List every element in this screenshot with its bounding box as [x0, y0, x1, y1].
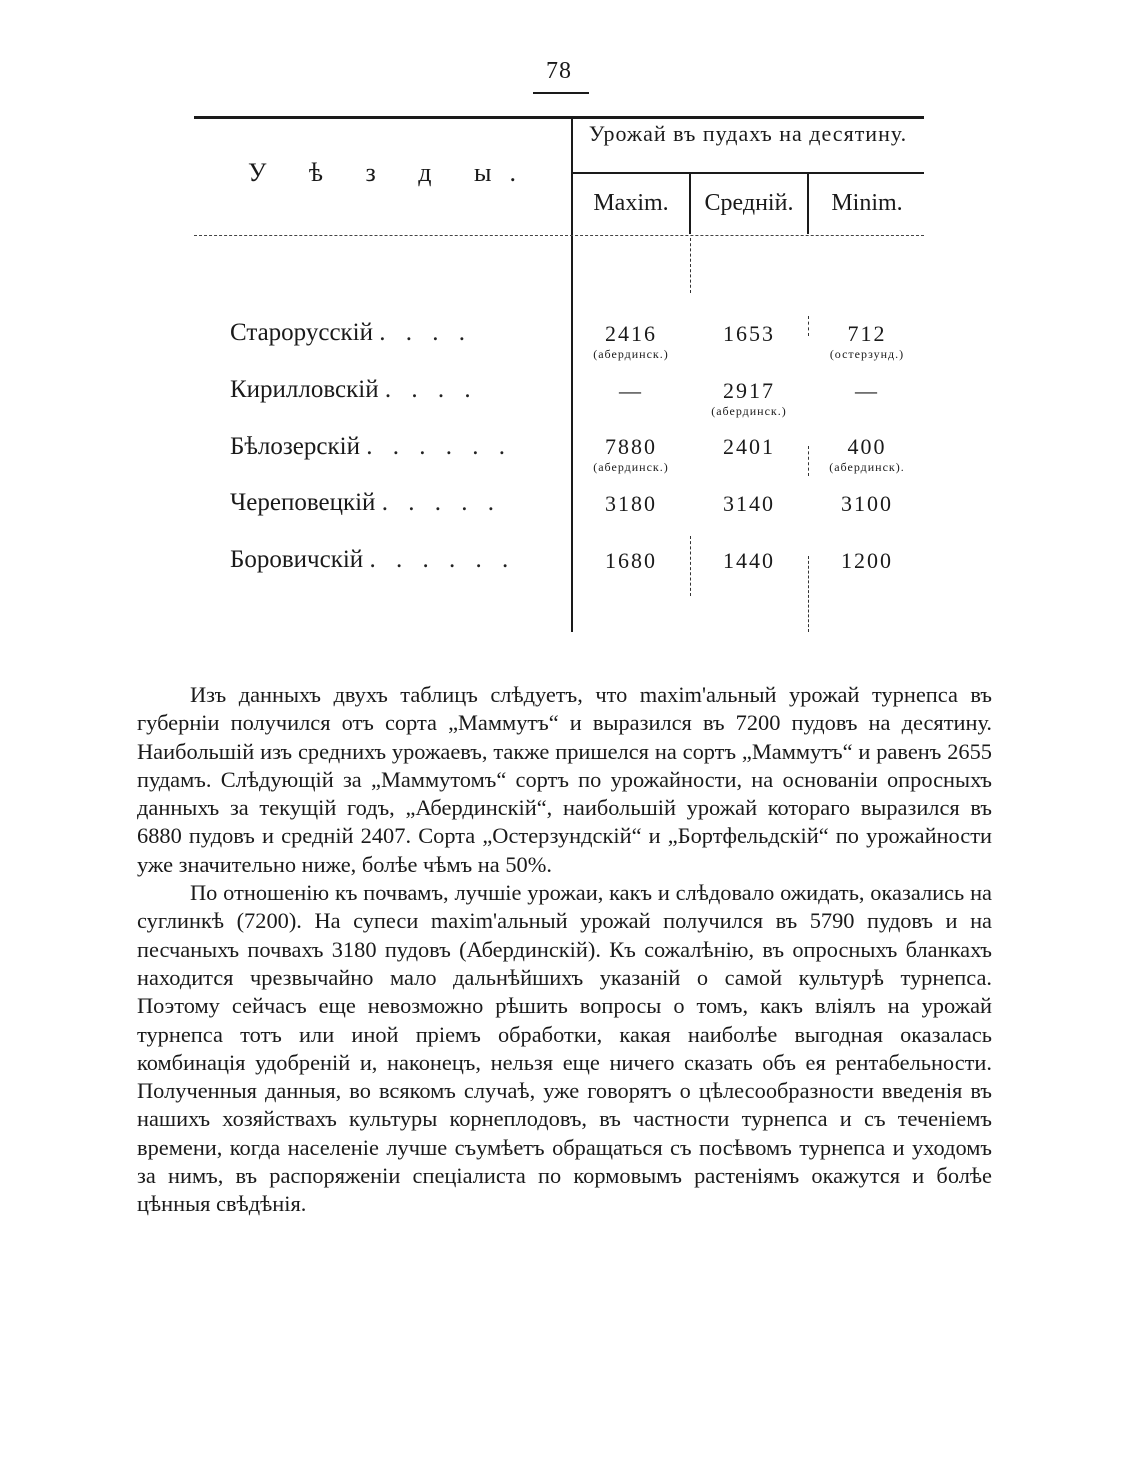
- table-row-district: [230, 546, 515, 574]
- cell-value: 3100: [841, 491, 893, 516]
- cell-avg: [692, 548, 806, 574]
- cell-value: 1680: [605, 548, 657, 573]
- cell-note: (абердинск).: [829, 460, 905, 474]
- col-divider-2-dashed-mid: [808, 446, 809, 476]
- cell-max: [574, 491, 688, 517]
- leader-dots: . . . . . .: [369, 546, 516, 573]
- col-divider-2-dashed: [808, 316, 809, 336]
- cell-note: (абердинск.): [593, 347, 669, 361]
- district-name: Старорусскій: [230, 319, 374, 346]
- col-divider-2: [807, 174, 809, 234]
- cell-value: 3180: [605, 491, 657, 516]
- district-column-header: У ѣ з д ы.: [248, 158, 534, 187]
- table-top-rule: [194, 116, 924, 119]
- leader-dots: . . . . . .: [366, 433, 512, 460]
- column-header-avg: Средній.: [704, 190, 794, 216]
- cell-note: (абердинск.): [711, 404, 787, 418]
- table-divider-main: [571, 116, 573, 632]
- district-name: Бѣлозерскій: [230, 433, 360, 460]
- cell-value: 400: [847, 434, 887, 459]
- paragraph: По отношенію къ почвамъ, лучшіе урожаи, какъ и слѣдовало ожидать, оказались на суглинкѣ (7200). На супеси maxim'альный урожай получился въ 5790 пудовъ и на песчаныхъ почвахъ 3180 пудовъ (Абердинскій). Къ сожалѣнію, въ опросныхъ бланкахъ находится чрезвычайно мало дальнѣйшихъ указаній о самой культурѣ турнепса. Поэтому сейчасъ еще невозможно рѣшить вопросы о томъ, какъ вліялъ на урожай турнепса тотъ или иной пріемъ обработки, какая наиболѣе выгодная оказалась комбинація удобреній и, наконецъ, нельзя еще ничего сказать объ ея рентабельности. Полученныя данныя, во всякомъ случаѣ, уже говорятъ о цѣлесообразности введенія въ нашихъ хозяйствахъ культуры корнеплодовъ, въ частности турнепса и съ теченіемъ времени, когда населеніе лучше съумѣетъ обращаться съ посѣвомъ турнепса и уходомъ за нимъ, въ распоряженіи спеціалиста по кормовымъ растеніямъ окажутся и болѣе цѣнныя свѣдѣнія.: [137, 880, 992, 1217]
- cell-value: 2416: [605, 321, 657, 346]
- cell-note: (абердинск.): [593, 460, 669, 474]
- district-name: Череповецкій: [230, 489, 376, 516]
- table-row-district: [230, 319, 472, 347]
- cell-value: 1653: [723, 321, 775, 346]
- cell-max: [574, 548, 688, 574]
- cell-value: 7880: [605, 434, 657, 459]
- cell-value: —: [619, 378, 643, 403]
- cell-min: [810, 548, 924, 574]
- cell-min: [810, 491, 924, 517]
- cell-value: 2917: [723, 378, 775, 403]
- cell-max: [574, 321, 688, 362]
- page-number-rule: [533, 92, 589, 94]
- col-divider-1: [689, 174, 691, 234]
- cell-value: 3140: [723, 491, 775, 516]
- table-row-district: [230, 489, 501, 517]
- paragraph: Изъ данныхъ двухъ таблицъ слѣдуетъ, что maxim'альный урожай турнепса въ губерніи получился отъ сорта „Маммутъ“ и выразился въ 7200 пудовъ на десятину. Наибольшій изъ среднихъ урожаевъ, также пришелся на сортъ „Маммутъ“ и равенъ 2655 пудамъ. Слѣдующій за „Маммутомъ“ сортъ по урожайности, на основаніи опросныхъ данныхъ за текущій годъ, „Абердинскій“, наибольшій урожай котораго выразился въ 6880 пудовъ и средній 2407. Сорта „Остерзундскій“ и „Бортфельдскій“ по урожайности уже значительно ниже, болѣе чѣмъ на 50%.: [137, 682, 992, 877]
- cell-value: 712: [847, 321, 887, 346]
- leader-dots: . . . . .: [381, 489, 501, 516]
- header-bottom-rule: [194, 235, 924, 236]
- yield-group-header: Урожай въ пудахъ на десятину.: [588, 121, 908, 146]
- table-row-district: [230, 376, 478, 404]
- district-name: Боровичскій: [230, 546, 364, 573]
- cell-min: [810, 321, 924, 362]
- page-number: 78: [546, 58, 572, 84]
- cell-note: (остерзунд.): [829, 347, 905, 361]
- cell-avg: [692, 378, 806, 419]
- col-divider-1-dashed-lower: [690, 536, 691, 596]
- cell-value: —: [855, 378, 879, 403]
- cell-min: [810, 434, 924, 475]
- table-row-district: [230, 433, 512, 461]
- yield-table: [194, 116, 924, 632]
- cell-avg: [692, 491, 806, 517]
- leader-dots: . . . .: [379, 319, 473, 346]
- body-text: [137, 681, 992, 1219]
- cell-value: 1200: [841, 548, 893, 573]
- column-header-max: Maxim.: [593, 190, 669, 216]
- cell-avg: [692, 434, 806, 460]
- cell-max: [574, 378, 688, 404]
- col-divider-1-dashed: [690, 238, 691, 293]
- cell-value: 2401: [723, 434, 775, 459]
- cell-max: [574, 434, 688, 475]
- col-divider-2-dashed-lower: [808, 556, 809, 632]
- leader-dots: . . . .: [384, 376, 478, 403]
- cell-min: [810, 378, 924, 404]
- header-subrule: [573, 172, 924, 174]
- district-name: Кирилловскій: [230, 376, 379, 403]
- cell-avg: [692, 321, 806, 347]
- column-header-min: Minim.: [831, 190, 903, 216]
- cell-value: 1440: [723, 548, 775, 573]
